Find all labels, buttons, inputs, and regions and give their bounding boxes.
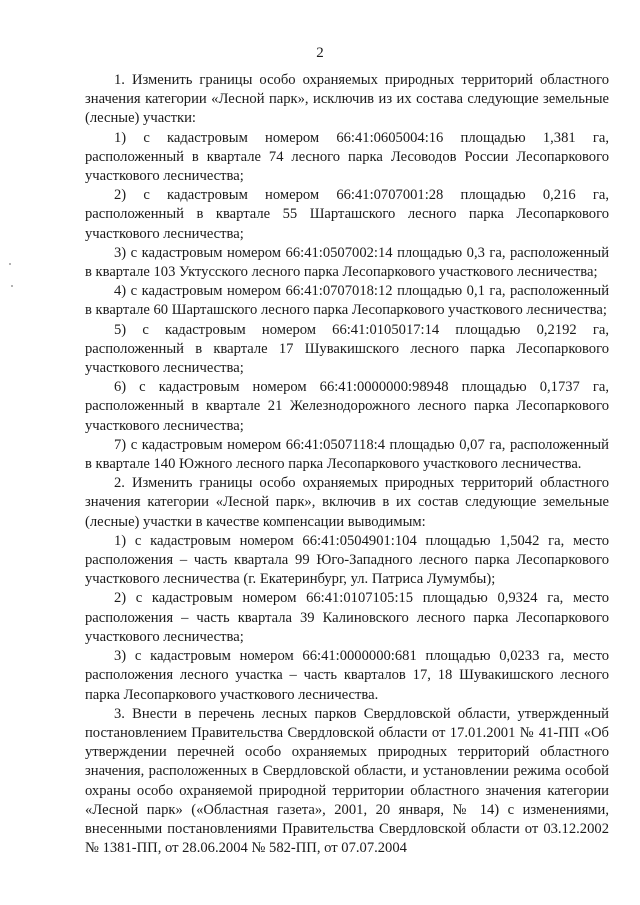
paragraph-clause-3: 3. Внести в перечень лесных парков Свердловской области, утвержденный постановлением Правительства Свердловской области от 17.01.2001 № 41-ПП «Об утверждении перечней особо охраняемых природных территорий областного значения, расположенных в Свердловской области, и установлении режима особой охраны особо охраняемой природной территории областного значения категории «Лесной парк» («Областная газета», 2001, 20 января, № 14) с изменениями, внесенными постановлениями Правительства Свердловской области от 03.12.2002 № 1381-ПП, от 28.06.2004 № 582-ПП, от 07.07.2004 [85, 705, 609, 857]
paragraph-clause-1: 1. Изменить границы особо охраняемых природных территорий областного значения категории «Лесной парк», исключив из их состава следующие земельные (лесные) участки: [85, 72, 609, 127]
scan-speck [11, 285, 13, 287]
paragraph-clause-2-item-3: 3) с кадастровым номером 66:41:0000000:681 площадью 0,0233 га, место расположения лесного участка – часть кварталов 17, 18 Шувакишского лесного парка Лесопаркового участкового лесничества. [85, 648, 609, 703]
paragraph-clause-1-item-2: 2) с кадастровым номером 66:41:0707001:28 площадью 0,216 га, расположенный в квартале 55 Шарташского лесного парка Лесопаркового участкового лесничества; [85, 187, 609, 242]
paragraph-clause-2: 2. Изменить границы особо охраняемых природных территорий областного значения категории «Лесной парк», включив в их состав следующие земельные (лесные) участки в качестве компенсации выводимым: [85, 475, 609, 530]
paragraph-clause-1-item-4: 4) с кадастровым номером 66:41:0707018:12 площадью 0,1 га, расположенный в квартале 60 Шарташского лесного парка Лесопаркового участкового лесничества; [85, 283, 609, 319]
paragraph-clause-1-item-1: 1) с кадастровым номером 66:41:0605004:16 площадью 1,381 га, расположенный в квартале 74 лесного парка Лесоводов России Лесопаркового участкового лесничества; [85, 129, 609, 185]
paragraph-clause-1-item-5: 5) с кадастровым номером 66:41:0105017:14 площадью 0,2192 га, расположенный в квартале 17 Шувакишского лесного парка Лесопаркового участкового лесничества; [85, 321, 609, 377]
paragraph-clause-1-item-6: 6) с кадастровым номером 66:41:0000000:98948 площадью 0,1737 га, расположенный в квартале 21 Железнодорожного лесного парка Лесопаркового участкового лесничества; [85, 379, 609, 434]
paragraph-clause-1-item-3: 3) с кадастровым номером 66:41:0507002:14 площадью 0,3 га, расположенный в квартале 103 Уктусского лесного парка Лесопаркового участкового лесничества; [85, 244, 609, 281]
scan-speck [9, 263, 11, 265]
paragraph-clause-1-item-7: 7) с кадастровым номером 66:41:0507118:4 площадью 0,07 га, расположенный в квартале 140 Южного лесного парка Лесопаркового участкового лесничества. [85, 436, 609, 473]
document-body [85, 71, 609, 858]
paragraph-clause-2-item-2: 2) с кадастровым номером 66:41:0107105:15 площадью 0,9324 га, место расположения – часть квартала 39 Калиновского лесного парка Лесопаркового участкового лесничества; [85, 590, 609, 645]
page-number: 2 [316, 45, 324, 61]
paragraph-clause-2-item-1: 1) с кадастровым номером 66:41:0504901:104 площадью 1,5042 га, место расположения – часть квартала 99 Юго-Западного лесного парка Лесопаркового участкового лесничества (г. Екатеринбург, ул. Патриса Лумумбы); [85, 532, 609, 588]
